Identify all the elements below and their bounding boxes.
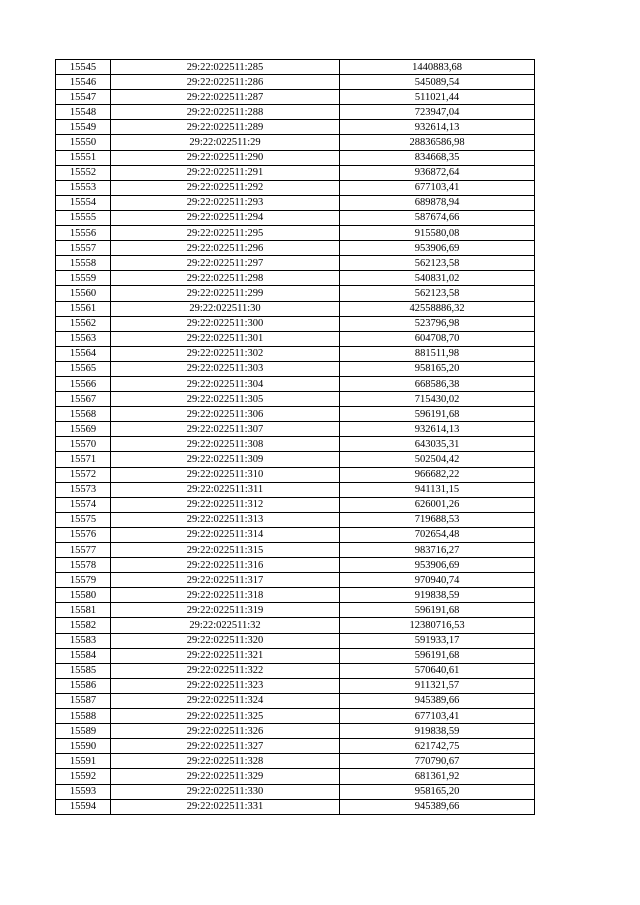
row-number-cell: 15556 bbox=[56, 226, 111, 241]
cadastral-number-cell: 29:22:022511:288 bbox=[111, 105, 340, 120]
cadastral-number-cell: 29:22:022511:315 bbox=[111, 543, 340, 558]
cadastral-value-cell: 915580,08 bbox=[340, 226, 535, 241]
table-row bbox=[56, 271, 535, 286]
row-number-cell: 15547 bbox=[56, 90, 111, 105]
cadastral-value-cell: 945389,66 bbox=[340, 799, 535, 814]
row-number-cell: 15560 bbox=[56, 286, 111, 301]
cadastral-number-cell: 29:22:022511:330 bbox=[111, 784, 340, 799]
row-number-cell: 15579 bbox=[56, 573, 111, 588]
cadastral-number-cell: 29:22:022511:294 bbox=[111, 210, 340, 225]
cadastral-value-cell: 596191,68 bbox=[340, 407, 535, 422]
cadastral-value-cell: 668586,38 bbox=[340, 376, 535, 391]
cadastral-value-cell: 983716,27 bbox=[340, 543, 535, 558]
table-row bbox=[56, 331, 535, 346]
cadastral-number-cell: 29:22:022511:323 bbox=[111, 678, 340, 693]
row-number-cell: 15591 bbox=[56, 754, 111, 769]
table-row bbox=[56, 256, 535, 271]
cadastral-number-cell: 29:22:022511:305 bbox=[111, 392, 340, 407]
cadastral-value-cell: 523796,98 bbox=[340, 316, 535, 331]
table-row bbox=[56, 739, 535, 754]
cadastral-number-cell: 29:22:022511:291 bbox=[111, 165, 340, 180]
table-row bbox=[56, 633, 535, 648]
cadastral-value-cell: 511021,44 bbox=[340, 90, 535, 105]
cadastral-value-cell: 677103,41 bbox=[340, 709, 535, 724]
row-number-cell: 15582 bbox=[56, 618, 111, 633]
cadastral-value-cell: 919838,59 bbox=[340, 724, 535, 739]
table-row bbox=[56, 693, 535, 708]
row-number-cell: 15549 bbox=[56, 120, 111, 135]
table-row bbox=[56, 618, 535, 633]
cadastral-number-cell: 29:22:022511:296 bbox=[111, 241, 340, 256]
row-number-cell: 15555 bbox=[56, 210, 111, 225]
cadastral-number-cell: 29:22:022511:324 bbox=[111, 693, 340, 708]
row-number-cell: 15564 bbox=[56, 346, 111, 361]
table-row bbox=[56, 603, 535, 618]
cadastral-number-cell: 29:22:022511:316 bbox=[111, 558, 340, 573]
table-row bbox=[56, 165, 535, 180]
row-number-cell: 15583 bbox=[56, 633, 111, 648]
row-number-cell: 15575 bbox=[56, 512, 111, 527]
cadastral-value-cell: 911321,57 bbox=[340, 678, 535, 693]
cadastral-number-cell: 29:22:022511:295 bbox=[111, 226, 340, 241]
cadastral-number-cell: 29:22:022511:297 bbox=[111, 256, 340, 271]
cadastral-value-cell: 545089,54 bbox=[340, 75, 535, 90]
cadastral-value-cell: 953906,69 bbox=[340, 558, 535, 573]
cadastral-number-cell: 29:22:022511:317 bbox=[111, 573, 340, 588]
cadastral-value-table bbox=[55, 59, 535, 815]
table-row bbox=[56, 527, 535, 542]
row-number-cell: 15565 bbox=[56, 361, 111, 376]
row-number-cell: 15570 bbox=[56, 437, 111, 452]
cadastral-value-cell: 958165,20 bbox=[340, 361, 535, 376]
table-row bbox=[56, 452, 535, 467]
table-row bbox=[56, 769, 535, 784]
row-number-cell: 15585 bbox=[56, 663, 111, 678]
cadastral-number-cell: 29:22:022511:306 bbox=[111, 407, 340, 422]
cadastral-number-cell: 29:22:022511:328 bbox=[111, 754, 340, 769]
cadastral-value-cell: 919838,59 bbox=[340, 588, 535, 603]
cadastral-number-cell: 29:22:022511:300 bbox=[111, 316, 340, 331]
table-row bbox=[56, 422, 535, 437]
table-row bbox=[56, 90, 535, 105]
row-number-cell: 15578 bbox=[56, 558, 111, 573]
cadastral-value-cell: 881511,98 bbox=[340, 346, 535, 361]
row-number-cell: 15551 bbox=[56, 150, 111, 165]
cadastral-number-cell: 29:22:022511:327 bbox=[111, 739, 340, 754]
row-number-cell: 15561 bbox=[56, 301, 111, 316]
table-row bbox=[56, 60, 535, 75]
table-row bbox=[56, 150, 535, 165]
cadastral-number-cell: 29:22:022511:331 bbox=[111, 799, 340, 814]
row-number-cell: 15580 bbox=[56, 588, 111, 603]
cadastral-number-cell: 29:22:022511:299 bbox=[111, 286, 340, 301]
cadastral-value-cell: 719688,53 bbox=[340, 512, 535, 527]
cadastral-value-cell: 596191,68 bbox=[340, 648, 535, 663]
table-row bbox=[56, 784, 535, 799]
cadastral-value-cell: 591933,17 bbox=[340, 633, 535, 648]
table-row bbox=[56, 543, 535, 558]
cadastral-number-cell: 29:22:022511:307 bbox=[111, 422, 340, 437]
cadastral-number-cell: 29:22:022511:293 bbox=[111, 195, 340, 210]
cadastral-value-cell: 562123,58 bbox=[340, 286, 535, 301]
cadastral-value-cell: 834668,35 bbox=[340, 150, 535, 165]
cadastral-number-cell: 29:22:022511:29 bbox=[111, 135, 340, 150]
table-row bbox=[56, 588, 535, 603]
row-number-cell: 15569 bbox=[56, 422, 111, 437]
cadastral-number-cell: 29:22:022511:318 bbox=[111, 588, 340, 603]
row-number-cell: 15545 bbox=[56, 60, 111, 75]
cadastral-value-cell: 958165,20 bbox=[340, 784, 535, 799]
cadastral-value-cell: 689878,94 bbox=[340, 195, 535, 210]
row-number-cell: 15571 bbox=[56, 452, 111, 467]
cadastral-value-cell: 932614,13 bbox=[340, 120, 535, 135]
cadastral-value-cell: 643035,31 bbox=[340, 437, 535, 452]
table-row bbox=[56, 558, 535, 573]
table-body bbox=[56, 60, 535, 815]
table-row bbox=[56, 663, 535, 678]
cadastral-value-cell: 932614,13 bbox=[340, 422, 535, 437]
row-number-cell: 15572 bbox=[56, 467, 111, 482]
table-row bbox=[56, 724, 535, 739]
row-number-cell: 15586 bbox=[56, 678, 111, 693]
table-row bbox=[56, 678, 535, 693]
row-number-cell: 15573 bbox=[56, 482, 111, 497]
cadastral-number-cell: 29:22:022511:309 bbox=[111, 452, 340, 467]
cadastral-value-cell: 1440883,68 bbox=[340, 60, 535, 75]
table-row bbox=[56, 467, 535, 482]
table-row bbox=[56, 754, 535, 769]
table-row bbox=[56, 346, 535, 361]
cadastral-value-cell: 941131,15 bbox=[340, 482, 535, 497]
row-number-cell: 15558 bbox=[56, 256, 111, 271]
cadastral-value-cell: 502504,42 bbox=[340, 452, 535, 467]
cadastral-number-cell: 29:22:022511:325 bbox=[111, 709, 340, 724]
cadastral-number-cell: 29:22:022511:329 bbox=[111, 769, 340, 784]
row-number-cell: 15592 bbox=[56, 769, 111, 784]
cadastral-number-cell: 29:22:022511:312 bbox=[111, 497, 340, 512]
cadastral-value-cell: 596191,68 bbox=[340, 603, 535, 618]
table-row bbox=[56, 241, 535, 256]
row-number-cell: 15590 bbox=[56, 739, 111, 754]
cadastral-number-cell: 29:22:022511:30 bbox=[111, 301, 340, 316]
cadastral-value-cell: 42558886,32 bbox=[340, 301, 535, 316]
row-number-cell: 15559 bbox=[56, 271, 111, 286]
cadastral-number-cell: 29:22:022511:320 bbox=[111, 633, 340, 648]
cadastral-number-cell: 29:22:022511:319 bbox=[111, 603, 340, 618]
row-number-cell: 15593 bbox=[56, 784, 111, 799]
cadastral-number-cell: 29:22:022511:304 bbox=[111, 376, 340, 391]
table-row bbox=[56, 135, 535, 150]
cadastral-number-cell: 29:22:022511:285 bbox=[111, 60, 340, 75]
cadastral-number-cell: 29:22:022511:301 bbox=[111, 331, 340, 346]
cadastral-number-cell: 29:22:022511:321 bbox=[111, 648, 340, 663]
cadastral-number-cell: 29:22:022511:322 bbox=[111, 663, 340, 678]
table-row bbox=[56, 361, 535, 376]
cadastral-value-cell: 604708,70 bbox=[340, 331, 535, 346]
cadastral-value-cell: 28836586,98 bbox=[340, 135, 535, 150]
row-number-cell: 15563 bbox=[56, 331, 111, 346]
row-number-cell: 15554 bbox=[56, 195, 111, 210]
cadastral-value-cell: 562123,58 bbox=[340, 256, 535, 271]
cadastral-value-cell: 681361,92 bbox=[340, 769, 535, 784]
row-number-cell: 15574 bbox=[56, 497, 111, 512]
cadastral-value-cell: 970940,74 bbox=[340, 573, 535, 588]
table-row bbox=[56, 799, 535, 814]
table-row bbox=[56, 573, 535, 588]
cadastral-number-cell: 29:22:022511:302 bbox=[111, 346, 340, 361]
cadastral-number-cell: 29:22:022511:298 bbox=[111, 271, 340, 286]
cadastral-value-cell: 945389,66 bbox=[340, 693, 535, 708]
cadastral-value-cell: 953906,69 bbox=[340, 241, 535, 256]
table-row bbox=[56, 497, 535, 512]
table-row bbox=[56, 105, 535, 120]
table-row bbox=[56, 75, 535, 90]
row-number-cell: 15589 bbox=[56, 724, 111, 739]
table-row bbox=[56, 316, 535, 331]
cadastral-number-cell: 29:22:022511:313 bbox=[111, 512, 340, 527]
row-number-cell: 15588 bbox=[56, 709, 111, 724]
cadastral-value-cell: 570640,61 bbox=[340, 663, 535, 678]
cadastral-value-cell: 936872,64 bbox=[340, 165, 535, 180]
row-number-cell: 15548 bbox=[56, 105, 111, 120]
row-number-cell: 15550 bbox=[56, 135, 111, 150]
cadastral-value-cell: 770790,67 bbox=[340, 754, 535, 769]
cadastral-number-cell: 29:22:022511:326 bbox=[111, 724, 340, 739]
cadastral-number-cell: 29:22:022511:310 bbox=[111, 467, 340, 482]
cadastral-value-cell: 12380716,53 bbox=[340, 618, 535, 633]
cadastral-value-cell: 677103,41 bbox=[340, 180, 535, 195]
cadastral-value-cell: 626001,26 bbox=[340, 497, 535, 512]
table-row bbox=[56, 180, 535, 195]
cadastral-value-cell: 723947,04 bbox=[340, 105, 535, 120]
cadastral-value-cell: 702654,48 bbox=[340, 527, 535, 542]
table-row bbox=[56, 648, 535, 663]
row-number-cell: 15562 bbox=[56, 316, 111, 331]
cadastral-value-cell: 966682,22 bbox=[340, 467, 535, 482]
cadastral-value-cell: 540831,02 bbox=[340, 271, 535, 286]
cadastral-number-cell: 29:22:022511:290 bbox=[111, 150, 340, 165]
cadastral-number-cell: 29:22:022511:292 bbox=[111, 180, 340, 195]
table-row bbox=[56, 437, 535, 452]
row-number-cell: 15566 bbox=[56, 376, 111, 391]
cadastral-number-cell: 29:22:022511:314 bbox=[111, 527, 340, 542]
table-row bbox=[56, 286, 535, 301]
row-number-cell: 15584 bbox=[56, 648, 111, 663]
row-number-cell: 15576 bbox=[56, 527, 111, 542]
row-number-cell: 15552 bbox=[56, 165, 111, 180]
row-number-cell: 15577 bbox=[56, 543, 111, 558]
table-row bbox=[56, 210, 535, 225]
cadastral-number-cell: 29:22:022511:311 bbox=[111, 482, 340, 497]
table-row bbox=[56, 195, 535, 210]
row-number-cell: 15581 bbox=[56, 603, 111, 618]
row-number-cell: 15557 bbox=[56, 241, 111, 256]
cadastral-number-cell: 29:22:022511:32 bbox=[111, 618, 340, 633]
cadastral-number-cell: 29:22:022511:308 bbox=[111, 437, 340, 452]
cadastral-number-cell: 29:22:022511:303 bbox=[111, 361, 340, 376]
row-number-cell: 15568 bbox=[56, 407, 111, 422]
row-number-cell: 15553 bbox=[56, 180, 111, 195]
cadastral-number-cell: 29:22:022511:286 bbox=[111, 75, 340, 90]
table-row bbox=[56, 482, 535, 497]
row-number-cell: 15567 bbox=[56, 392, 111, 407]
cadastral-number-cell: 29:22:022511:287 bbox=[111, 90, 340, 105]
table-row bbox=[56, 407, 535, 422]
table-row bbox=[56, 376, 535, 391]
table-row bbox=[56, 512, 535, 527]
cadastral-number-cell: 29:22:022511:289 bbox=[111, 120, 340, 135]
cadastral-value-cell: 587674,66 bbox=[340, 210, 535, 225]
row-number-cell: 15594 bbox=[56, 799, 111, 814]
cadastral-value-cell: 715430,02 bbox=[340, 392, 535, 407]
table-row bbox=[56, 301, 535, 316]
table-row bbox=[56, 226, 535, 241]
table-row bbox=[56, 392, 535, 407]
row-number-cell: 15587 bbox=[56, 693, 111, 708]
cadastral-value-cell: 621742,75 bbox=[340, 739, 535, 754]
row-number-cell: 15546 bbox=[56, 75, 111, 90]
table-row bbox=[56, 120, 535, 135]
table-row bbox=[56, 709, 535, 724]
